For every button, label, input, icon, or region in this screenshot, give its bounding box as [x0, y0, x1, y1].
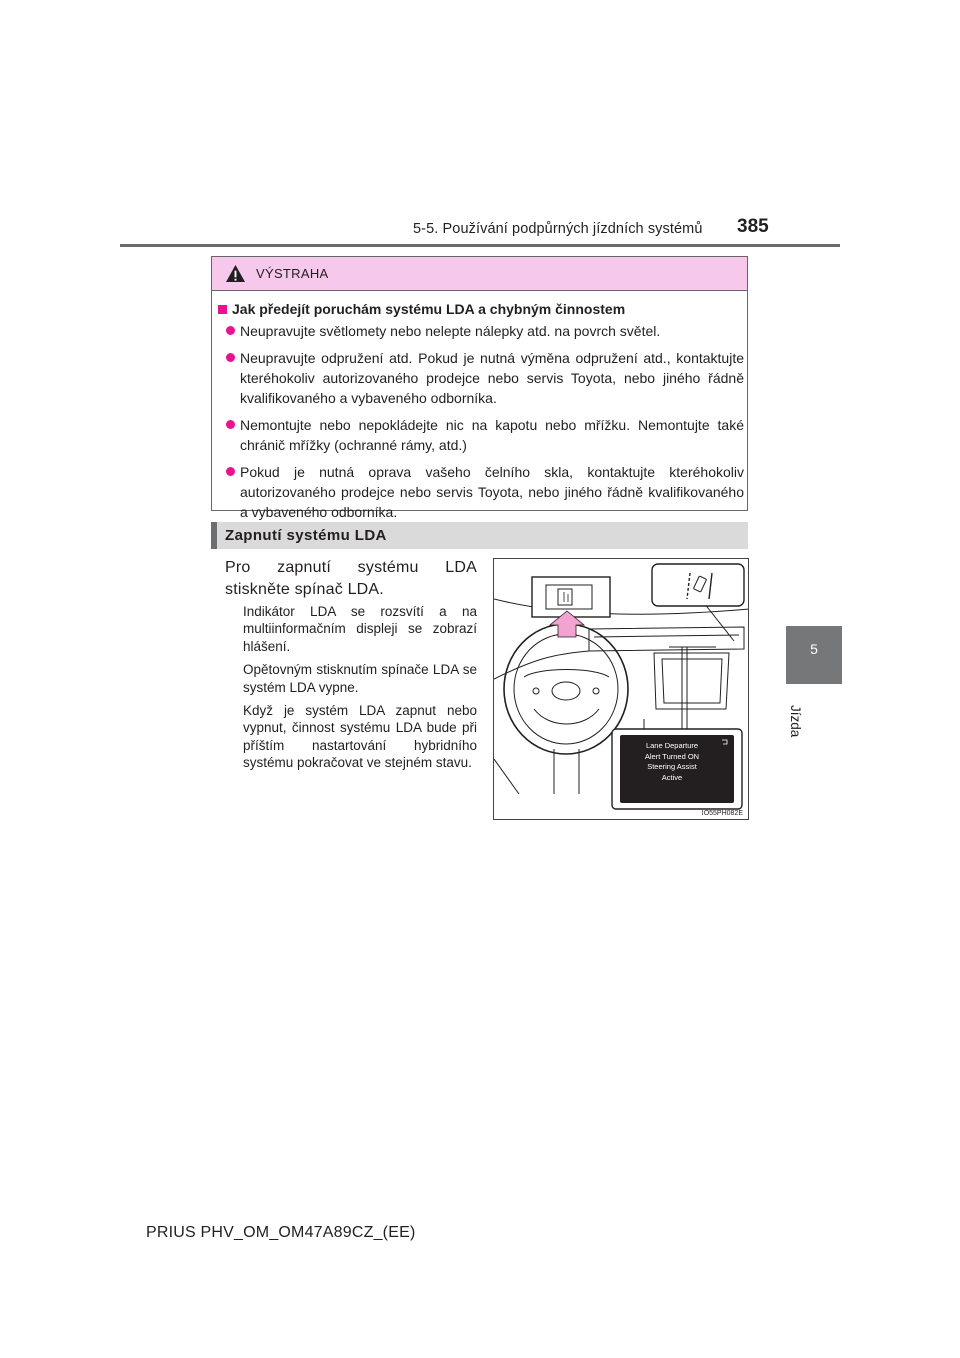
- bullet-dot-icon: [226, 467, 235, 476]
- display-line: Steering Assist: [647, 762, 697, 772]
- list-item-text: Neupravujte světlomety nebo nelepte nálepky atd. na povrch světel.: [240, 323, 661, 339]
- display-line: Lane Departure: [645, 741, 699, 750]
- section-title: Zapnutí systému LDA: [225, 527, 387, 544]
- section-header: [211, 522, 748, 549]
- notes: [243, 603, 477, 778]
- note-paragraph: Indikátor LDA se rozsvítí a na multiinformačním displeji se zobrazí hlášení.: [243, 604, 477, 654]
- header-rule: [120, 244, 840, 247]
- display-line: Alert Turned ON: [644, 751, 700, 761]
- chapter-tab: [786, 626, 842, 684]
- display-line: Active: [661, 772, 683, 782]
- warning-box: [211, 256, 748, 520]
- page-number: 385: [737, 216, 769, 237]
- chapter-tab-label: Jízda: [788, 705, 803, 738]
- bullet-dot-icon: [226, 420, 235, 429]
- warning-triangle-icon: [225, 264, 246, 283]
- warning-header: [212, 257, 747, 291]
- warning-title: VÝSTRAHA: [256, 266, 329, 281]
- figure-code: IO55PH082E: [701, 810, 743, 817]
- note-paragraph: Opětovným stisknutím spínače LDA se systém LDA vypne.: [243, 662, 477, 695]
- list-item-text: Pokud je nutná oprava vašeho čelního skla, kontaktujte kteréhokoliv autorizovaného prodejce nebo servis Toyota, nebo jiného řádně kvalifikovaného a vybaveného odborníka.: [240, 464, 744, 520]
- warning-list: [226, 321, 744, 529]
- chapter-tab-number: 5: [810, 641, 818, 657]
- note-paragraph: Když je systém LDA zapnut nebo vypnut, činnost systému LDA bude při příštím nastartování hybridního systému pokračovat ve stejném stavu.: [243, 703, 477, 771]
- display-message: [622, 741, 722, 783]
- dashboard-illustration: [493, 558, 749, 820]
- warning-heading: [218, 301, 625, 317]
- list-item: [226, 348, 744, 408]
- list-item: [226, 415, 744, 455]
- warning-heading-text: Jak předejít poruchám systému LDA a chybným činnostem: [232, 301, 626, 317]
- list-item-text: Neupravujte odpružení atd. Pokud je nutná výměna odpružení atd., kontaktujte kteréhokoliv autorizovaného prodejce nebo servis Toyota, nebo jiného řádně kvalifikovaného a vybaveného odborníka.: [240, 350, 744, 406]
- intro-paragraph: Pro zapnutí systému LDA stiskněte spínač LDA.: [225, 559, 477, 598]
- footer-document-id: PRIUS PHV_OM_OM47A89CZ_(EE): [146, 1224, 416, 1241]
- bullet-dot-icon: [226, 326, 235, 335]
- list-item-text: Nemontujte nebo nepokládejte nic na kapotu nebo mřížku. Nemontujte také chránič mřížky (ochranné rámy, atd.): [240, 417, 744, 453]
- square-bullet-icon: [218, 305, 227, 314]
- list-item: [226, 462, 744, 522]
- bullet-dot-icon: [226, 353, 235, 362]
- header-section-title: 5-5. Používání podpůrných jízdních systémů: [413, 221, 703, 237]
- list-item: [226, 321, 744, 341]
